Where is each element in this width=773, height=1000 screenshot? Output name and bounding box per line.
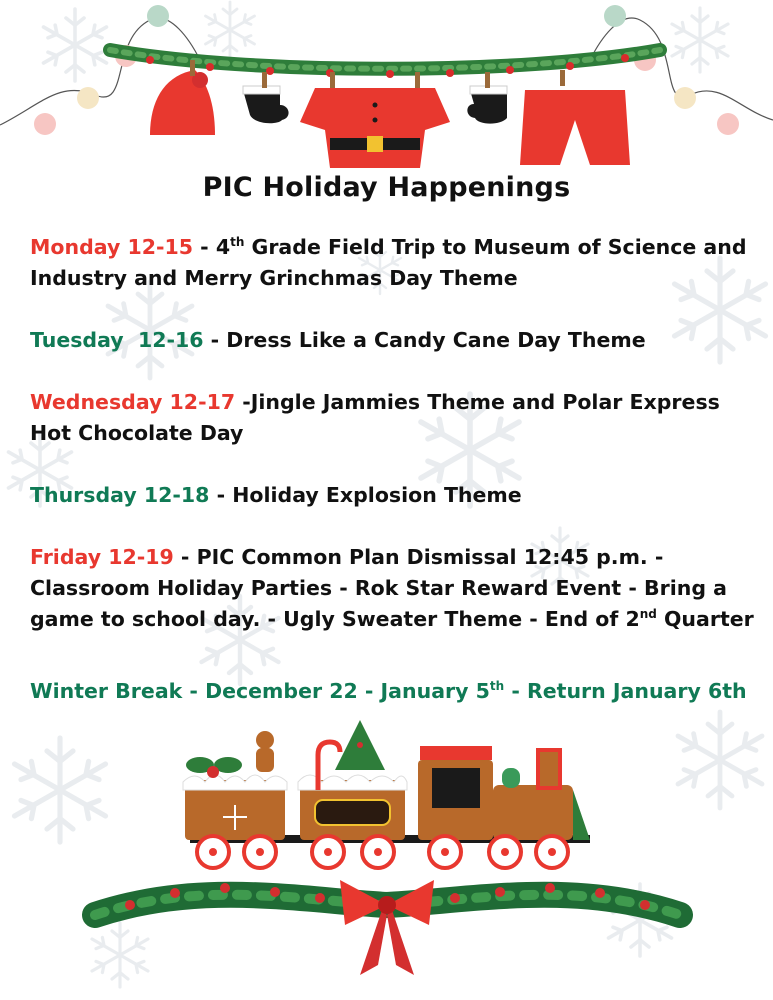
event-day: Wednesday 12-17: [30, 390, 236, 414]
event-tuesday: [30, 325, 765, 356]
event-thursday: [30, 480, 765, 511]
winter-break-text: - Return January 6th: [504, 679, 747, 703]
mitten: [243, 86, 289, 123]
train-wheels: [197, 836, 568, 868]
page-title: PIC Holiday Happenings: [202, 172, 571, 203]
winter-break-text: Winter Break - December 22 - January 5: [30, 679, 490, 703]
top-garland-decoration: [0, 0, 773, 180]
santa-pants: [520, 90, 630, 165]
santa-jacket: [300, 88, 450, 168]
ordinal-suffix: th: [230, 235, 245, 250]
event-day: Tuesday 12-16: [30, 328, 204, 352]
gingerbread-train-car: [183, 731, 287, 840]
event-day: Monday 12-15: [30, 235, 194, 259]
event-day: Friday 12-19: [30, 545, 174, 569]
ordinal-suffix: th: [489, 679, 505, 694]
event-text: - Holiday Explosion Theme: [209, 483, 522, 507]
gingerbread-train-engine: [418, 738, 590, 840]
event-monday: [30, 232, 765, 294]
mitten: [467, 86, 507, 124]
event-text: Quarter: [656, 607, 754, 631]
event-text: Grade Field Trip to Museum of Science and Industry and Merry Grinchmas Day Theme: [30, 235, 747, 290]
event-text: - 4: [193, 235, 231, 259]
santa-hat: [150, 70, 215, 135]
winter-break-line: [30, 676, 765, 707]
bottom-train-decoration: [0, 715, 773, 1000]
christmas-tree-icon: [335, 720, 385, 770]
gingerbread-train-car: [298, 720, 407, 840]
event-text: -Jingle Jammies Theme and Polar Express Hot Chocolate Day: [30, 390, 720, 445]
event-text: - Dress Like a Candy Cane Day Theme: [203, 328, 646, 352]
event-day: Thursday 12-18: [30, 483, 210, 507]
event-list: [30, 232, 765, 666]
ordinal-suffix: nd: [639, 607, 657, 622]
event-wednesday: [30, 387, 765, 449]
holly-icon: [186, 757, 242, 778]
event-friday: [30, 542, 765, 635]
event-text: - PIC Common Plan Dismissal 12:45 p.m. - Classroom Holiday Parties - Rok Star Reward Event - Bring a game to school day. - Ugly Sweater Theme - End of 2: [30, 545, 727, 631]
gingerbread-man-icon: [256, 731, 274, 772]
